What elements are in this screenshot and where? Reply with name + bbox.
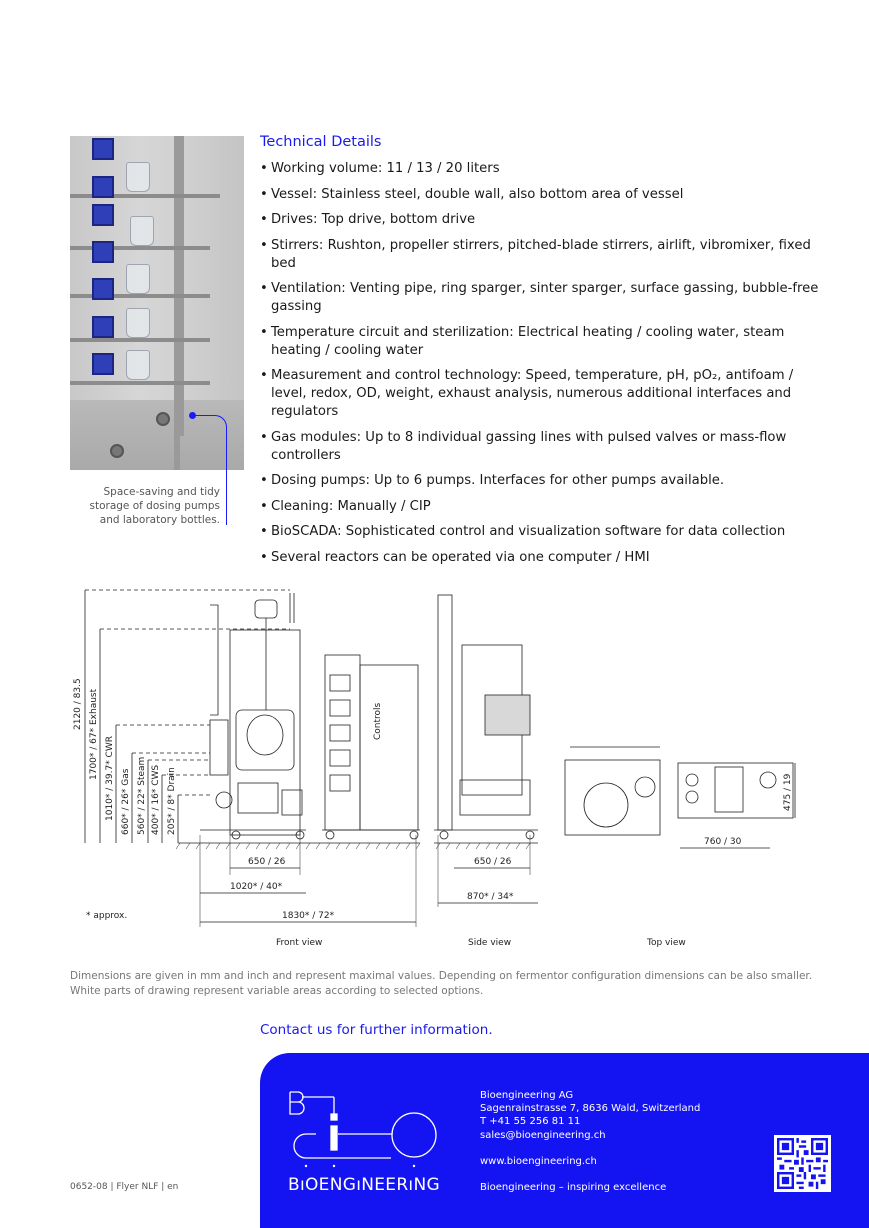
photo-caption: Space-saving and tidy storage of dosing pumps and laboratory bottles.: [89, 486, 220, 526]
contact-heading: Contact us for further information.: [260, 1022, 493, 1038]
pump-icon: [92, 278, 114, 300]
list-item: • Temperature circuit and sterilization: Electrical heating / cooling water, steam heating / cooling water: [260, 324, 820, 360]
approx-note: * approx.: [86, 911, 128, 921]
qr-code-icon[interactable]: [774, 1135, 831, 1192]
dim-label-2120: 2120 / 83.5: [73, 678, 83, 730]
view-label-top: Top view: [647, 938, 686, 948]
list-item: • Measurement and control technology: Speed, temperature, pH, pO₂, antifoam / level, redox, OD, weight, exhaust analysis, numerous additional interfaces and regulators: [260, 367, 820, 421]
pump-icon: [330, 700, 350, 716]
front-panel: [210, 720, 228, 775]
pump-icon: [92, 316, 114, 338]
pump-icon: [92, 241, 114, 263]
top-view-lid: [584, 783, 628, 827]
bottle-icon: [130, 216, 154, 246]
dim-label-cws: 400* / 16* CWS: [151, 764, 161, 835]
bottle-icon: [126, 350, 150, 380]
dim-label-drain: 205* / 8* Drain: [167, 767, 177, 835]
bottle-icon: [126, 308, 150, 338]
list-item: • Ventilation: Venting pipe, ring sparger, sinter sparger, surface gassing, bubble-free gassing: [260, 280, 820, 316]
photo-pole: [174, 136, 184, 436]
dim-label-side-650: 650 / 26: [474, 857, 512, 867]
photo-shelf: [70, 246, 210, 250]
pump-icon: [92, 176, 114, 198]
pump-icon: [330, 750, 350, 766]
company-name: Bioengineering AG: [480, 1090, 574, 1101]
front-motor: [255, 600, 277, 618]
company-tagline: Bioengineering – inspiring excellence: [480, 1182, 667, 1193]
controls-cabinet: [360, 665, 418, 830]
dim-label-top-760: 760 / 30: [704, 837, 742, 847]
footer-panel: [260, 1053, 869, 1228]
controls-label: Controls: [373, 702, 383, 740]
floor-hatch: [176, 843, 420, 849]
company-phone[interactable]: T +41 55 256 81 11: [480, 1116, 581, 1128]
pump-icon: [92, 204, 114, 226]
wheel-icon: [440, 831, 448, 839]
pump-icon: [330, 675, 350, 691]
dim-label-front-650: 650 / 26: [248, 857, 286, 867]
logo-wordmark: BıOENGıNEERıNG: [288, 1175, 440, 1195]
wheel-icon: [156, 412, 170, 426]
wheel-icon: [110, 444, 124, 458]
dim-label-gas: 660* / 26* Gas: [121, 768, 131, 835]
dimension-drawing: [60, 585, 820, 955]
top-view-cabinet: [678, 763, 793, 818]
view-label-side: Side view: [468, 938, 512, 948]
top-view-panel: [715, 767, 743, 812]
pump-icon: [92, 353, 114, 375]
top-view-port: [760, 772, 776, 788]
list-item: • Working volume: 11 / 13 / 20 liters: [260, 160, 820, 178]
top-view-motor: [635, 777, 655, 797]
front-rod: [290, 593, 294, 623]
photo-shelf: [70, 338, 210, 342]
front-vessel-inner: [247, 715, 283, 755]
side-column: [438, 595, 452, 830]
list-item: • BioSCADA: Sophisticated control and visualization software for data collection: [260, 523, 820, 541]
dim-label-top-475: 475 / 19: [783, 773, 793, 811]
technical-details-title: Technical Details: [260, 134, 382, 150]
pump-icon: [330, 725, 350, 741]
document-reference: 0652-08 | Flyer NLF | en: [70, 1182, 179, 1192]
front-side-box: [282, 790, 302, 815]
list-item: • Gas modules: Up to 8 individual gassing lines with pulsed valves or mass-flow controllers: [260, 429, 820, 465]
wheel-icon: [410, 831, 418, 839]
top-view-port: [686, 791, 698, 803]
list-item: • Cleaning: Manually / CIP: [260, 498, 820, 516]
list-item: • Stirrers: Rushton, propeller stirrers, pitched-blade stirrers, airlift, vibromixer, fixed bed: [260, 237, 820, 273]
dim-label-front-1020: 1020* / 40*: [230, 882, 283, 892]
view-label-front: Front view: [276, 938, 323, 948]
top-view-port: [686, 774, 698, 786]
list-item: • Vessel: Stainless steel, double wall, also bottom area of vessel: [260, 186, 820, 204]
front-drive-box: [238, 783, 278, 813]
pump-icon: [330, 775, 350, 791]
bottle-icon: [126, 162, 150, 192]
dimensions-note: Dimensions are given in mm and inch and represent maximal values. Depending on fermentor configuration dimensions can be also smaller. White parts of drawing represent variable areas according to selected options.: [70, 970, 813, 997]
company-email[interactable]: sales@bioengineering.ch: [480, 1129, 606, 1141]
photo-shelf: [70, 381, 210, 385]
photo-stand: [70, 398, 180, 470]
pump-icon: [92, 138, 114, 160]
list-item: • Several reactors can be operated via one computer / HMI: [260, 549, 820, 567]
bottle-icon: [126, 264, 150, 294]
qr-code-pattern: [777, 1138, 828, 1189]
list-item: • Dosing pumps: Up to 6 pumps. Interfaces for other pumps available.: [260, 472, 820, 490]
company-website[interactable]: www.bioengineering.ch: [480, 1156, 597, 1167]
dim-label-cwr: 1010* / 39.7* CWR: [105, 736, 115, 821]
wheel-icon: [326, 831, 334, 839]
dim-label-side-870: 870* / 34*: [467, 892, 514, 902]
bioengineering-logo-icon: [286, 1090, 446, 1170]
side-vessel: [485, 695, 530, 735]
list-item: • Drives: Top drive, bottom drive: [260, 211, 820, 229]
dim-label-front-1830: 1830* / 72*: [282, 911, 335, 921]
company-address: [480, 1089, 700, 1142]
front-vessel: [236, 710, 294, 770]
floor-hatch: [436, 843, 530, 849]
front-pipe: [210, 605, 218, 715]
side-base-box: [460, 780, 530, 815]
dim-label-exhaust: 1700* / 67* Exhaust: [89, 688, 99, 780]
top-view-reactor: [565, 760, 660, 835]
photo-shelf: [70, 294, 210, 298]
dim-label-steam: 560* / 22* Steam: [137, 756, 147, 835]
technical-details-list: [260, 160, 820, 574]
company-street: Sagenrainstrasse 7, 8636 Wald, Switzerland: [480, 1103, 701, 1115]
front-frame: [230, 630, 300, 835]
